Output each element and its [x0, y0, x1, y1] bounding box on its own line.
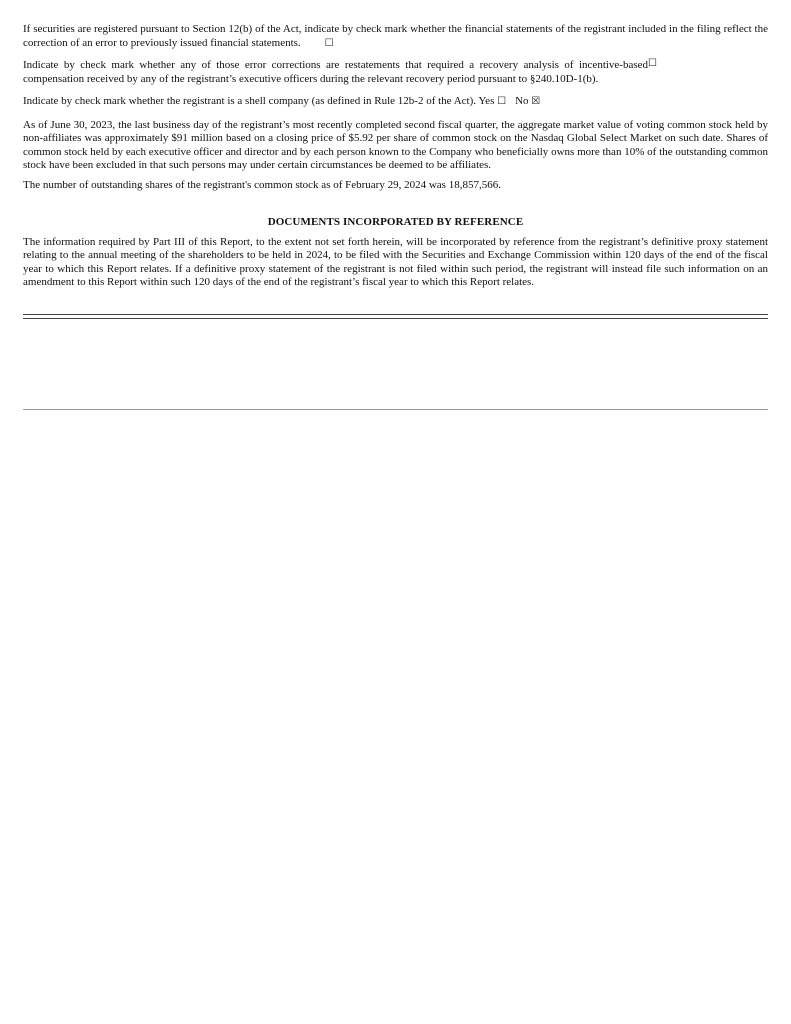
- document-page: [23, 23, 768, 290]
- documents-incorporated-paragraph: The information required by Part III of this Report, to the extent not set forth herein, will be incorporated by reference from the registrant’s definitive proxy statement relating to the annual meeting of the shareholders to be held in 2024, to be filed with the Securities and Exchange Commission within 120 days of the end of the fiscal year to which this Report relates. If a definitive proxy statement of the registrant is not filed within such period, the registrant will instead file such information on an amendment to this Report within such 120 days of the end of the registrant’s fiscal year to which this Report relates.: [23, 235, 768, 288]
- double-divider: [23, 314, 768, 319]
- recovery-analysis-text: Indicate by check mark whether any of those error corrections are restatements that required a recovery analysis of incentive-based compensation received by any of the registrant’s executive officers during the relevant recovery period pursuant to §240.10D-1(b).: [23, 59, 649, 85]
- restatement-checkbox-unchecked[interactable]: ☐: [324, 37, 334, 49]
- yes-label: Yes: [478, 95, 495, 107]
- shell-company-text: Indicate by check mark whether the registrant is a shell company (as defined in Rule 12b-2 of the Act).: [23, 95, 476, 107]
- outstanding-shares-paragraph: The number of outstanding shares of the registrant's common stock as of February 29, 2024 was 18,857,566.: [23, 178, 501, 191]
- shell-company-paragraph: [23, 95, 768, 109]
- restatement-filing-paragraph: [23, 23, 768, 50]
- page-divider: [23, 409, 768, 410]
- recovery-analysis-paragraph: [23, 59, 768, 86]
- no-checkbox-checked[interactable]: ☒: [531, 96, 541, 107]
- recovery-analysis-checkbox-unchecked[interactable]: ☐: [648, 58, 657, 69]
- documents-incorporated-heading: DOCUMENTS INCORPORATED BY REFERENCE: [267, 216, 524, 228]
- shell-company-options: [478, 95, 540, 107]
- market-value-paragraph: As of June 30, 2023, the last business day of the registrant’s most recently completed second fiscal quarter, the aggregate market value of voting common stock held by non-affiliates was approximately $91 million based on a closing price of $5.92 per share of common stock on the Nasdaq Global Select Market on such date. Shares of common stock held by each executive officer and director and by each person known to the Company who beneficially owns more than 10% of the outstanding common stock have been excluded in that such persons may under certain circumstances be deemed to be affiliates.: [23, 118, 768, 171]
- restatement-filing-text: If securities are registered pursuant to Section 12(b) of the Act, indicate by check mark whether the financial statements of the registrant included in the filing reflect the correction of an error to previously issued financial statements.: [23, 23, 768, 49]
- no-label: No: [515, 95, 529, 107]
- yes-checkbox-unchecked[interactable]: ☐: [497, 96, 507, 107]
